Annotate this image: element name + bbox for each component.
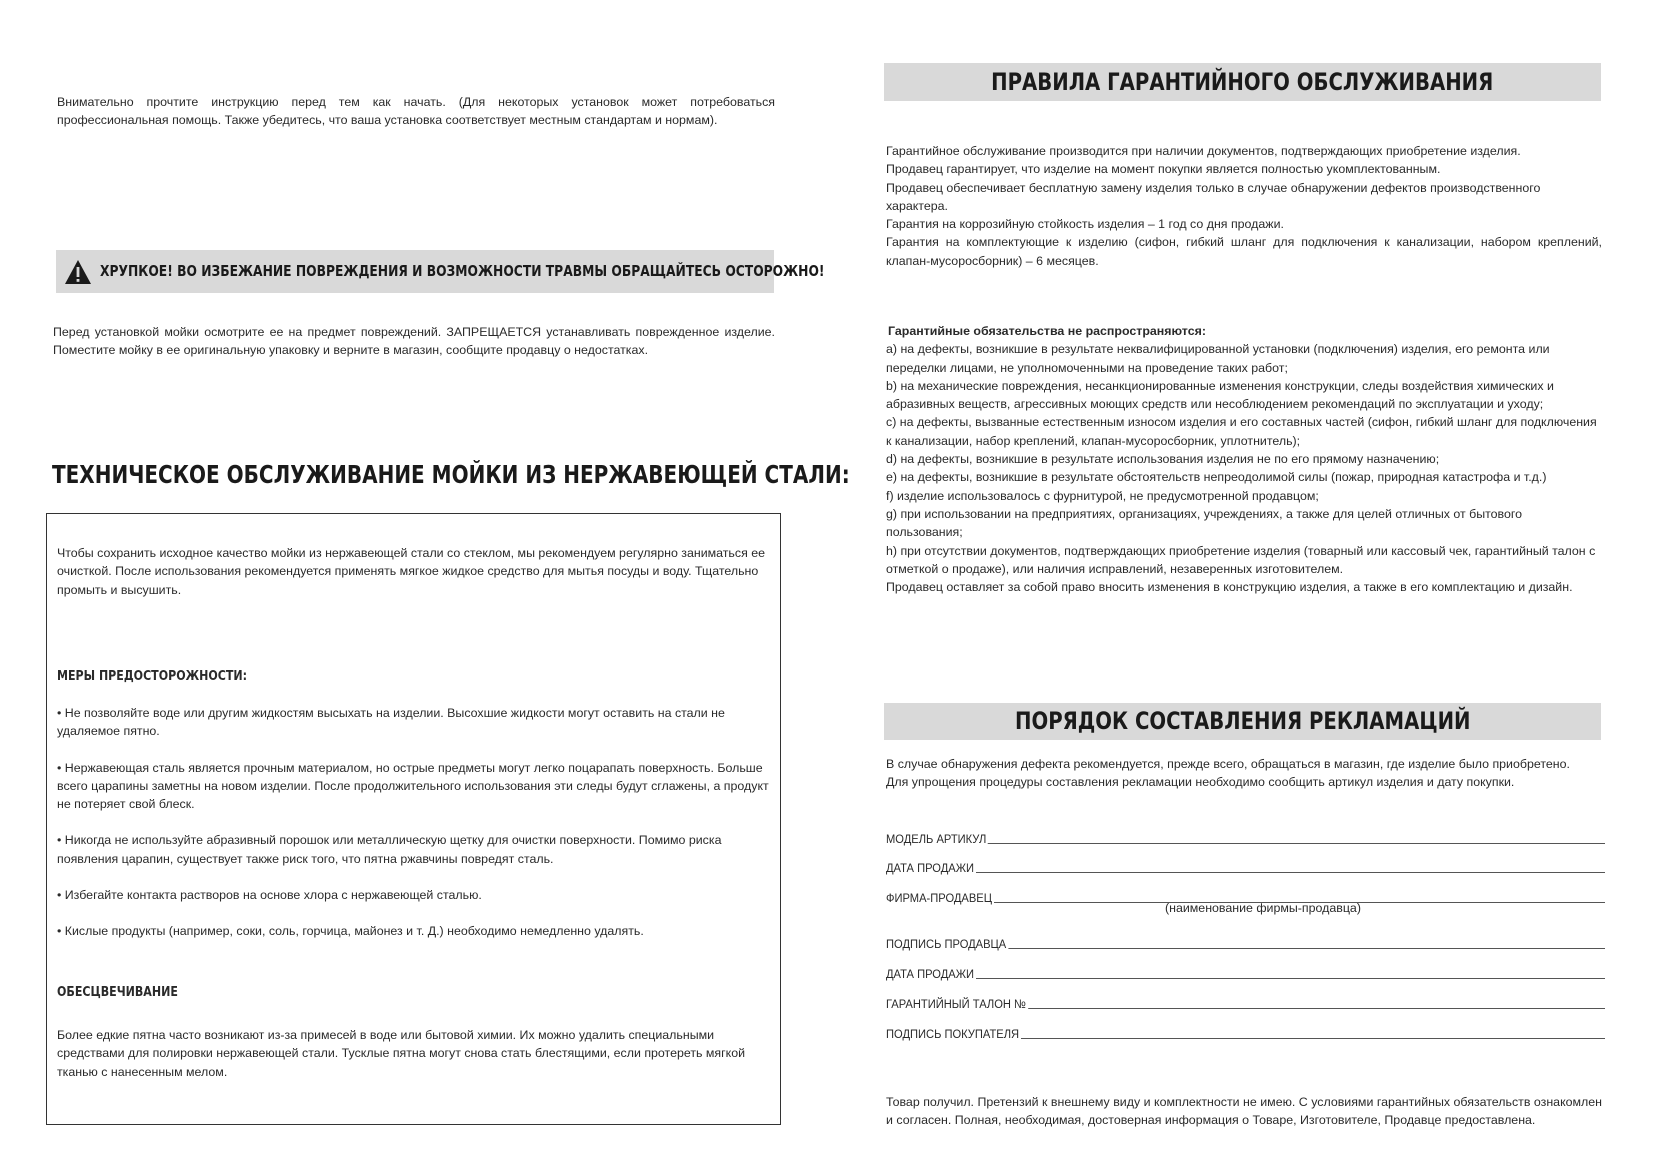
warning-banner xyxy=(56,250,825,293)
exclusion-item: h) при отсутствии документов, подтверждающих приобретение изделия (товарный или кассовый чек, гарантийный талон с отметкой о продаже), или наличия исправлений, незаверенных изготовителем. xyxy=(886,543,1596,576)
warranty-rules xyxy=(886,142,1602,270)
field-warranty-coupon[interactable] xyxy=(886,990,1605,1012)
claims-line: В случае обнаружения дефекта рекомендуется, прежде всего, обращаться в магазин, где изделие было приобретено. xyxy=(886,757,1570,771)
field-seller-signature[interactable] xyxy=(886,930,1605,952)
claims-text xyxy=(886,755,1602,792)
exclusions-title: Гарантийные обязательства не распространяются: xyxy=(888,324,1206,338)
warranty-line: Гарантия на комплектующие к изделию (сифон, гибкий шланг для подключения к канализации, набором креплений, клапан-мусоросборник) – 6 месяцев. xyxy=(886,235,1602,268)
warranty-line: Гарантия на коррозийную стойкость изделия – 1 год со дня продажи. xyxy=(886,217,1284,232)
field-sale-date-2[interactable] xyxy=(886,960,1605,982)
precaution-item: • Никогда не используйте абразивный порошок или металлическую щетку для очистки поверхности. Помимо риска появления царапин, существует также риск того, что пятна ржавчины повредят сталь. xyxy=(57,833,722,866)
exclusion-item: c) на дефекты, вызванные естественным износом изделия и его составных частей (сифон, гибкий шланг для подключения к канализации, набор креплений, клапан-мусоросборник, уплотнитель); xyxy=(886,415,1597,448)
warning-icon xyxy=(64,259,92,285)
exclusion-item: d) на дефекты, возникшие в результате использования изделия не по его прямому назначению; xyxy=(886,452,1440,467)
field-buyer-signature[interactable] xyxy=(886,1020,1605,1042)
maintenance-box xyxy=(46,513,781,1125)
intro-text: Внимательно прочтите инструкцию перед тем как начать. (Для некоторых установок может потребоваться профессиональная помощь. Также убедитесь, что ваша установка соответствует местным стандартам и нормам). xyxy=(57,95,775,128)
field-label: ПОДПИСЬ ПОКУПАТЕЛЯ xyxy=(886,1027,1020,1041)
warranty-line: Гарантийное обслуживание производится при наличии документов, подтверждающих приобретение изделия. xyxy=(886,144,1521,158)
warranty-line: Продавец гарантирует, что изделие на момент покупки является полностью укомплектованным. xyxy=(886,162,1441,177)
exclusions-section xyxy=(886,322,1602,596)
precautions-title: МЕРЫ ПРЕДОСТОРОЖНОСТИ: xyxy=(57,669,248,684)
seller-firm-hint: (наименование фирмы-продавца) xyxy=(1165,901,1361,915)
field-label: ГАРАНТИЙНЫЙ ТАЛОН № xyxy=(886,997,1027,1011)
field-label: ДАТА ПРОДАЖИ xyxy=(886,861,975,875)
exclusion-item: f) изделие использовалось с фурнитурой, не предусмотренной продавцом; xyxy=(886,488,1319,503)
inspection-text: Перед установкой мойки осмотрите ее на предмет повреждений. ЗАПРЕЩАЕТСЯ устанавливать поврежденное изделие. Поместите мойку в ее оригинальную упаковку и верните в магазин, сообщите продавцу о недостатках. xyxy=(53,325,775,358)
field-label: ПОДПИСЬ ПРОДАВЦА xyxy=(886,937,1007,951)
exclusion-item: Продавец оставляет за собой право вносить изменения в конструкцию изделия, а также в его комплектацию и дизайн. xyxy=(886,580,1573,595)
claims-title: ПОРЯДОК СОСТАВЛЕНИЯ РЕКЛАМАЦИЙ xyxy=(1014,707,1471,736)
exclusion-item: b) на механические повреждения, несанкционированные изменения конструкции, следы воздействия химических и абразивных веществ, агрессивных моющих средств или несоблюдением рекомендаций по эксплуатации и уходу; xyxy=(886,378,1554,412)
claims-line: Для упрощения процедуры составления рекламации необходимо сообщить артикул изделия и дату покупки. xyxy=(886,775,1515,790)
field-model[interactable] xyxy=(886,825,1605,847)
warning-text: ХРУПКОЕ! ВО ИЗБЕЖАНИЕ ПОВРЕЖДЕНИЯ И ВОЗМОЖНОСТИ ТРАВМЫ ОБРАЩАЙТЕСЬ ОСТОРОЖНО! xyxy=(100,262,825,281)
warranty-banner xyxy=(884,63,1601,101)
acceptance-text: Товар получил. Претензий к внешнему виду и комплектности не имею. С условиями гарантийных обязательств ознакомлен и согласен. Полная, необходимая, достоверная информация о Товаре, Изготовителе, Продавце предоставлена. xyxy=(886,1095,1602,1128)
discolor-title: ОБЕСЦВЕЧИВАНИЕ xyxy=(57,985,178,1000)
exclusion-item: g) при использовании на предприятиях, организациях, учреждениях, а также для целей отличных от бытового пользования; xyxy=(886,506,1523,540)
field-label: ФИРМА-ПРОДАВЕЦ xyxy=(886,891,993,905)
precaution-item: • Кислые продукты (например, соки, соль, горчица, майонез и т. Д.) необходимо немедленно удалять. xyxy=(57,924,644,939)
field-label: ДАТА ПРОДАЖИ xyxy=(886,967,975,981)
maintenance-title: ТЕХНИЧЕСКОЕ ОБСЛУЖИВАНИЕ МОЙКИ ИЗ НЕРЖАВЕЮЩЕЙ СТАЛИ: xyxy=(52,460,850,489)
field-label: МОДЕЛЬ АРТИКУЛ xyxy=(886,832,987,846)
warranty-title: ПРАВИЛА ГАРАНТИЙНОГО ОБСЛУЖИВАНИЯ xyxy=(991,67,1494,96)
exclusion-item: e) на дефекты, возникшие в результате обстоятельств непреодолимой силы (пожар, природная катастрофа и т.д.) xyxy=(886,470,1547,485)
precaution-item: • Нержавеющая сталь является прочным материалом, но острые предметы могут легко поцарапать поверхность. Больше всего царапины заметны на новом изделии. После продолжительного использования эти следы будут сглажены, а продукт не потеряет свой блеск. xyxy=(57,760,769,812)
precaution-item: • Не позволяйте воде или другим жидкостям высыхать на изделии. Высохшие жидкости могут оставить на стали не удаляемое пятно. xyxy=(57,706,725,739)
exclusion-item: a) на дефекты, возникшие в результате неквалифицированной установки (подключения) изделия, его ремонта или переделки лицами, не уполномоченными на проведение таких работ; xyxy=(886,342,1550,375)
claims-banner xyxy=(884,703,1601,740)
discolor-text: Более едкие пятна часто возникают из-за примесей в воде или бытовой химии. Их можно удалить специальными средствами для полировки нержавеющей стали. Тусклые пятна могут снова стать блестящими, если протереть мягкой тканью с нанесенным мелом. xyxy=(57,1028,746,1079)
maintenance-intro: Чтобы сохранить исходное качество мойки из нержавеющей стали со стеклом, мы рекомендуем регулярно заниматься ее очисткой. После использования рекомендуется применять мягкое жидкое средство для мытья посуды и воду. Тщательно промыть и высушить. xyxy=(57,546,766,597)
field-sale-date[interactable] xyxy=(886,854,1605,876)
precaution-item: • Избегайте контакта растворов на основе хлора с нержавеющей сталью. xyxy=(57,888,482,903)
warranty-line: Продавец обеспечивает бесплатную замену изделия только в случае обнаружении дефектов производственного характера. xyxy=(886,180,1541,213)
